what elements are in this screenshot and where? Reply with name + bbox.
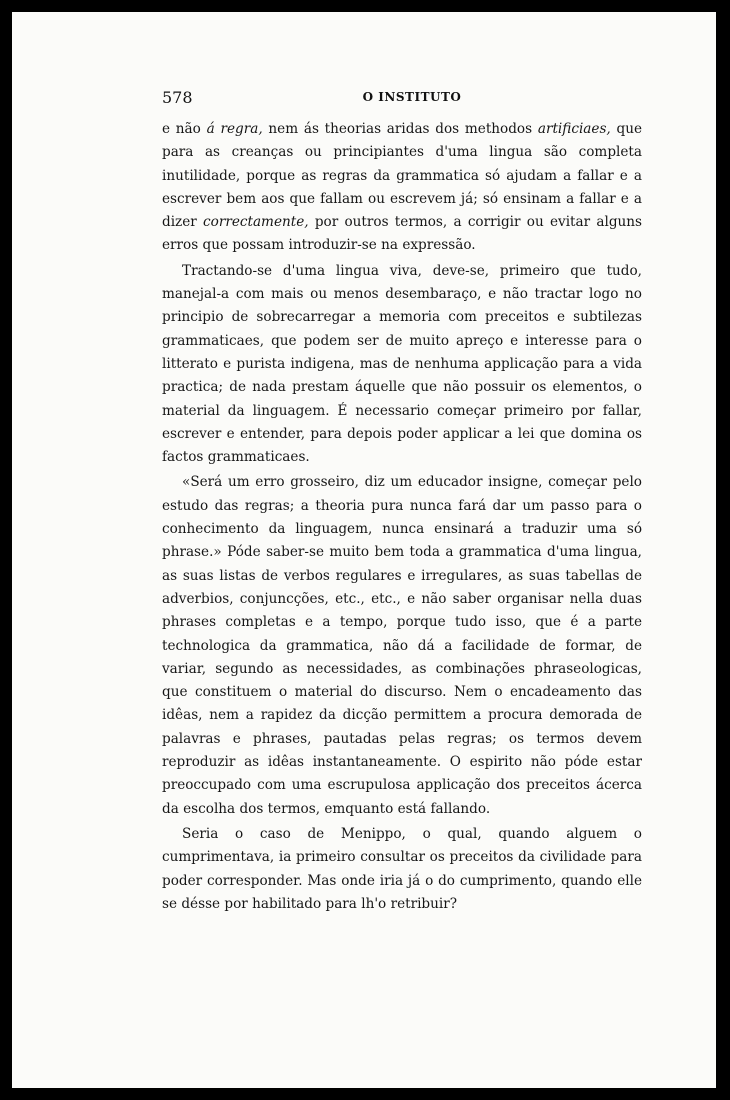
- page-number: 578: [162, 88, 193, 107]
- text-run: nem ás theorias aridas dos methodos: [262, 121, 538, 137]
- italic-run: correctamente,: [203, 214, 309, 231]
- paragraph-3: [162, 471, 642, 820]
- page-header: [162, 88, 662, 116]
- book-page: [12, 12, 716, 1088]
- text-run: «Será um erro grosseiro, diz um educador insigne, começar pelo estudo das regras; a theoria pura nunca fará dar um passo para o conhecimento da linguagem, nunca ensinará a traduzir uma só phrase.» Póde saber-se muito bem toda a grammatica d'uma lingua, as suas listas de verbos regulares e irregulares, as suas tabellas de adverbios, conjuncções, etc., etc., e não saber organisar nella duas phrases completas e a tempo, porque tudo isso, que é a parte technologica da grammatica, não dá a facilidade de formar, de variar, segundo as necessidades, as combinações phraseologicas, que constituem o material do discurso. Nem o encadeamento das idêas, nem a rapidez da dicção permittem a procura demorada de palavras e phrases, pautadas pelas regras; os termos devem reproduzir as idêas instantaneamente. O espirito não póde estar preoccupado com uma escrupulosa applicação dos preceitos ácerca da escolha dos termos, emquanto está fallando.: [162, 474, 642, 817]
- text-run: Tractando-se d'uma lingua viva, deve-se, primeiro que tudo, manejal-a com mais ou menos desembaraço, e não tractar logo no principio de sobrecarregar a memoria com preceitos e subtilezas grammaticaes, que podem ser de muito apreço e interesse para o litterato e purista indigena, mas de nenhuma applicação para a vida practica; de nada prestam áquelle que não possuir os elementos, o material da linguagem. É necessario começar primeiro por fallar, escrever e entender, para depois poder applicar a lei que domina os factos grammaticaes.: [162, 262, 642, 466]
- paragraph-4: [162, 823, 642, 916]
- paragraph-2: [162, 260, 642, 470]
- text-run: Seria o caso de Menippo, o qual, quando alguem o cumprimentava, ia primeiro consultar os preceitos da civilidade para poder corresponder. Mas onde iria já o do cumprimento, quando elle se désse por habilitado para lh'o retribuir?: [162, 825, 642, 912]
- text-run: que para as creanças ou principiantes d'uma lingua são completa inutilidade, porque as regras da grammatica só ajudam a fallar e a escrever bem aos que fallam ou escrevem já; só ensinam a fallar e a dizer: [162, 121, 643, 231]
- text-run: por outros termos, a corrigir ou evitar alguns erros que possam introduzir-se na expressão.: [162, 214, 643, 254]
- paragraph-1: [162, 118, 642, 258]
- body-text: [162, 118, 642, 916]
- text-run: e não: [162, 121, 207, 137]
- italic-run: á regra,: [206, 121, 263, 137]
- running-title: O INSTITUTO: [362, 90, 462, 104]
- italic-run: artificiaes,: [537, 121, 611, 137]
